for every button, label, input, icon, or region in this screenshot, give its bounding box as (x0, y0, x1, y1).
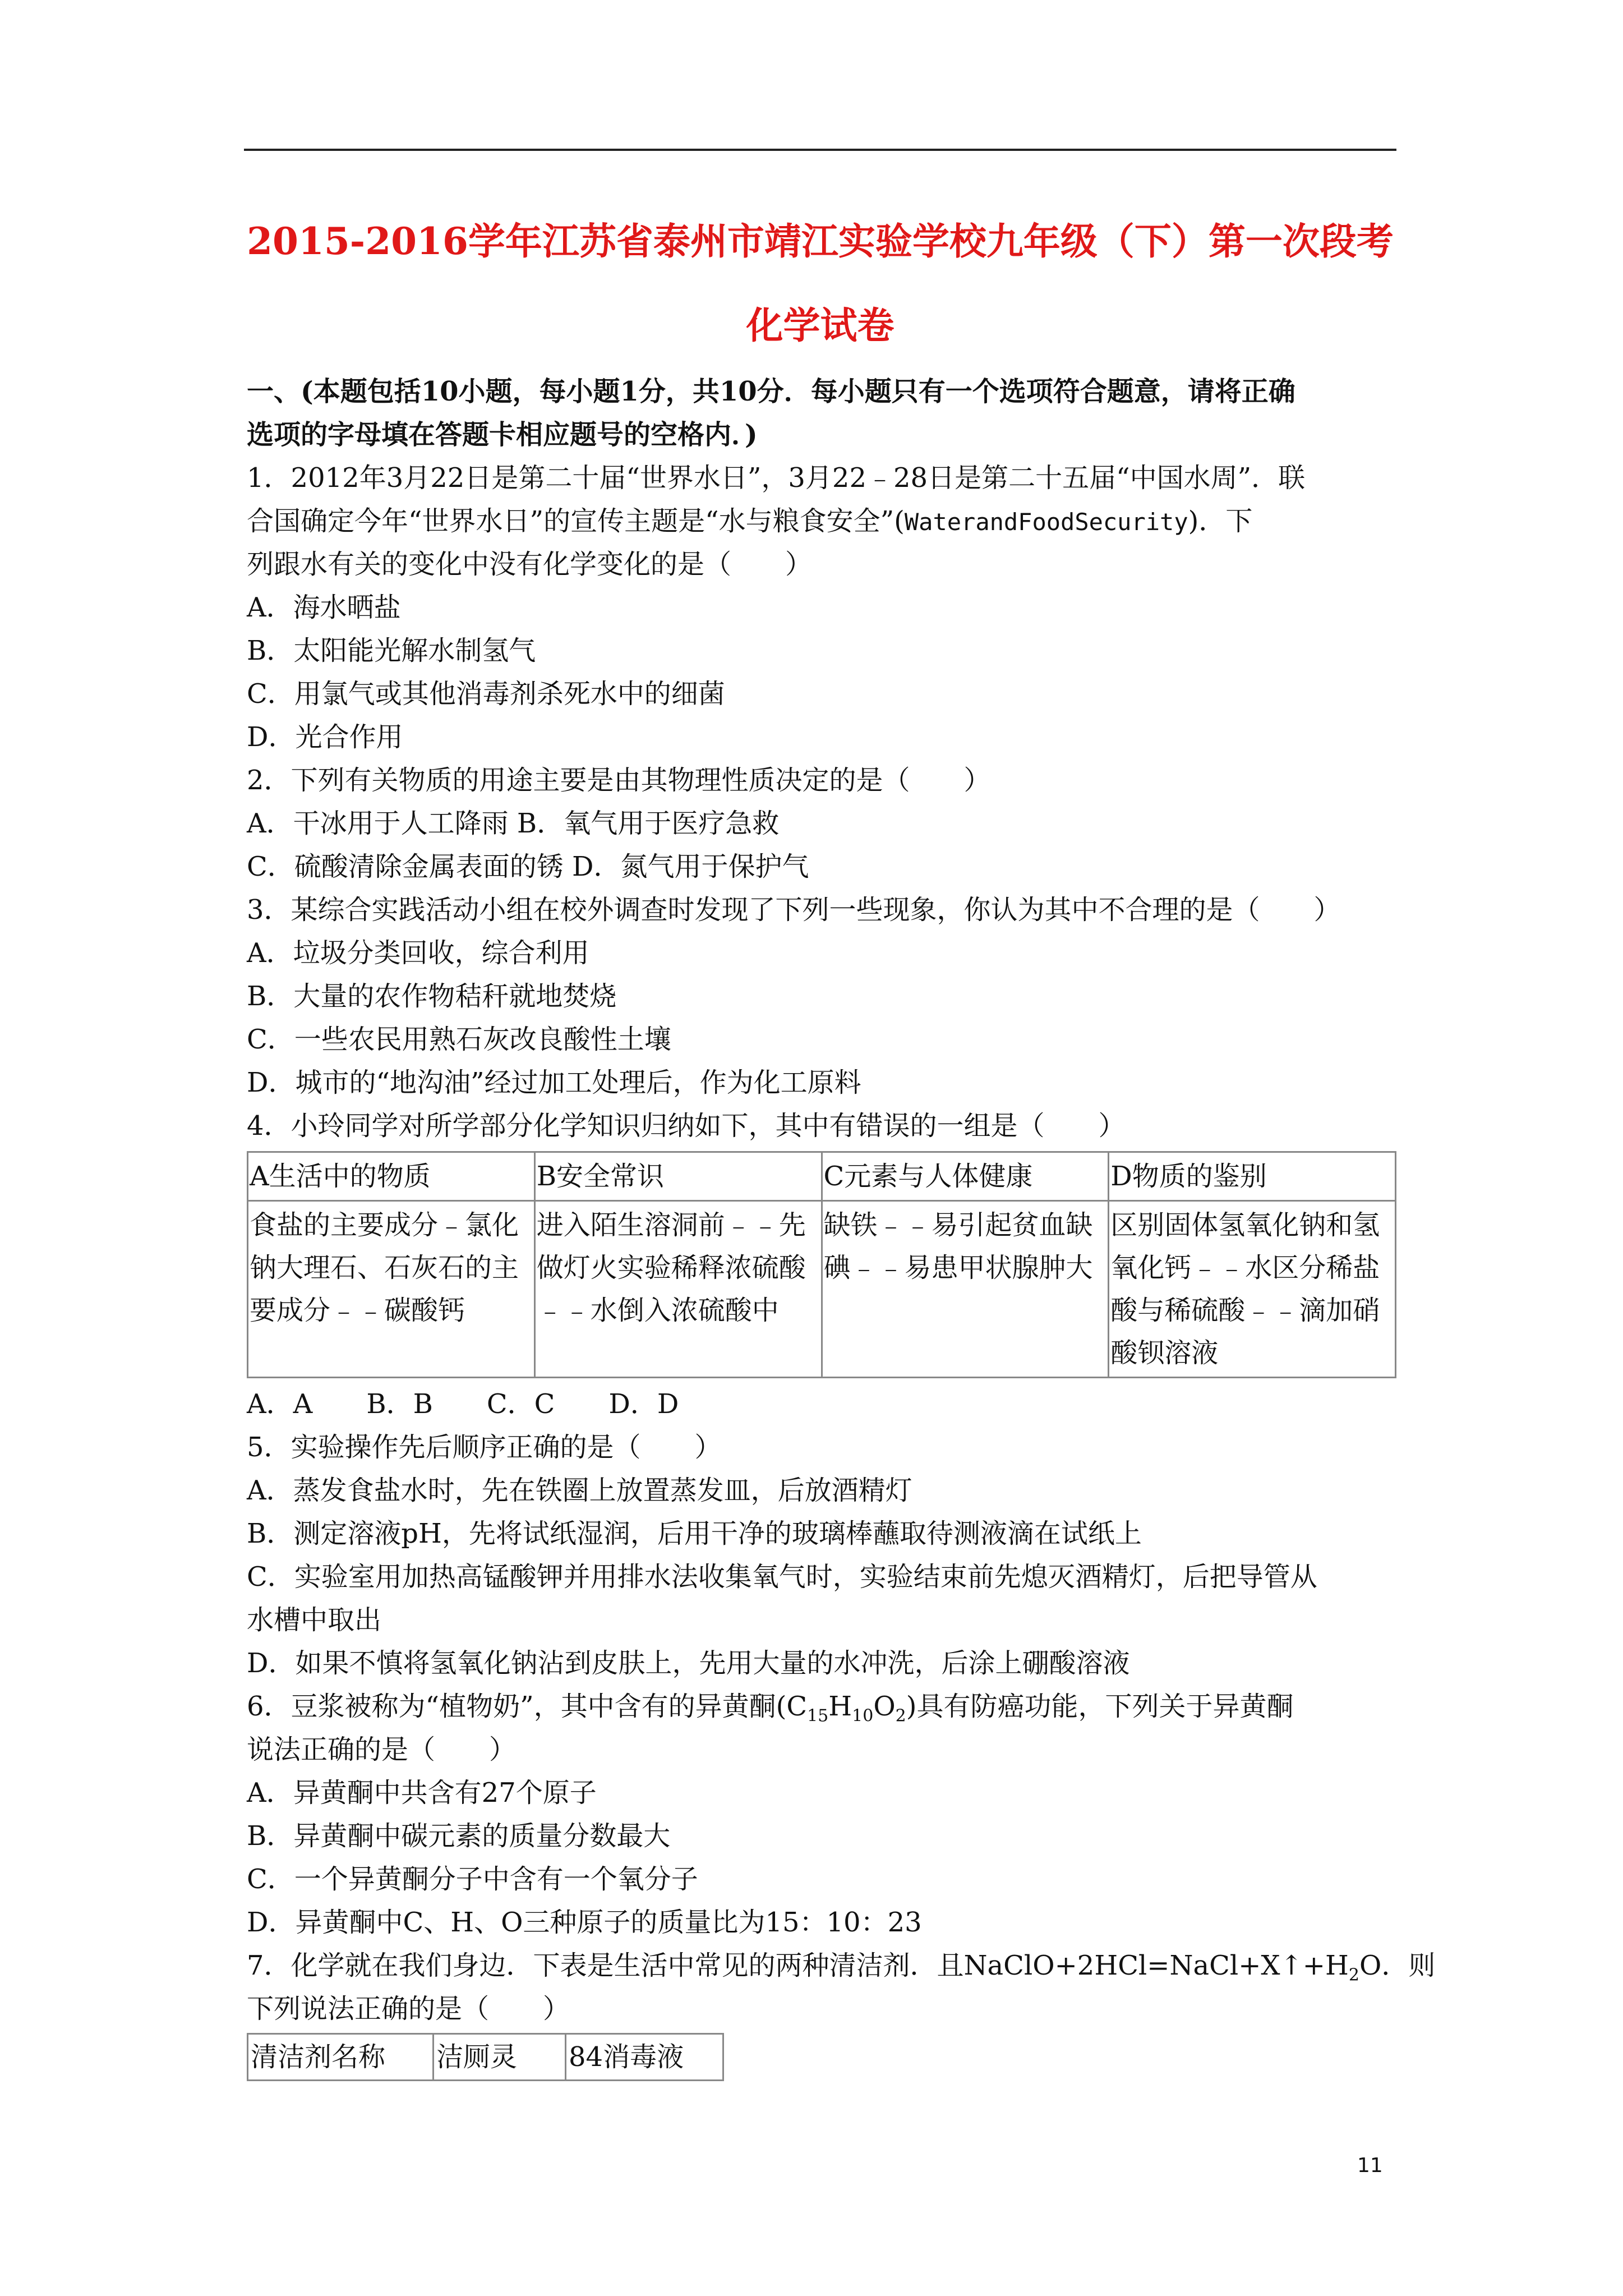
q7-stem-text-2: O．则 (1359, 1950, 1436, 1981)
q4-header-a: A生活中的物质 (248, 1152, 535, 1201)
q6-sub-o: 2 (895, 1706, 906, 1726)
q4-header-c: C元素与人体健康 (822, 1152, 1109, 1201)
q6-option-d: D．异黄酮中C、H、O三种原子的质量比为15：10：23 (247, 1907, 922, 1938)
header-rule (244, 149, 1396, 151)
section-heading: 一、(本题包括10小题，每小题1分，共10分．每小题只有一个选项符合题意，请将正确 (247, 376, 1295, 407)
q4-table-content-row (248, 1201, 1396, 1378)
q7-cell-84: 84消毒液 (566, 2034, 723, 2081)
q7-stem (247, 1944, 1436, 1987)
q3-option-b: B．大量的农作物秸秆就地焚烧 (247, 981, 617, 1012)
q2-options-cd: C．硫酸清除金属表面的锈 D．氮气用于保护气 (247, 851, 809, 882)
q1-option-c: C．用氯气或其他消毒剂杀死水中的细菌 (247, 678, 725, 710)
q6-stem-text: 6．豆浆被称为“植物奶”，其中含有的异黄酮(C (247, 1691, 808, 1722)
q6-stem (247, 1685, 1402, 1728)
q1-option-d: D．光合作用 (247, 721, 403, 753)
q1-text-c: )．下 (1188, 505, 1253, 537)
exam-body (247, 370, 1436, 2081)
section-heading-cont: 选项的字母填在答题卡相应题号的空格内．) (247, 419, 758, 450)
q6-stem-text-2: )具有防癌功能，下列关于异黄酮 (906, 1691, 1294, 1722)
q7-stem-line2: 下列说法正确的是（ ） (247, 1993, 570, 2024)
q4-cell-b: 进入陌生溶洞前﹣﹣先做灯火实验稀释浓硫酸﹣﹣水倒入浓硫酸中 (534, 1201, 822, 1378)
q1-english-theme: WaterandFoodSecurity (904, 508, 1188, 536)
q4-header-b: B安全常识 (534, 1152, 822, 1201)
q7-cell-jiecelling: 洁厕灵 (434, 2034, 566, 2081)
q1-stem-line2 (247, 500, 1402, 543)
q5-stem: 5．实验操作先后顺序正确的是（ ） (247, 1432, 722, 1463)
q1-text-a: 合国确定今年“世界水日”的宣传主题是“水与粮食安全”( (247, 505, 905, 537)
q5-option-c-cont: 水槽中取出 (247, 1604, 382, 1636)
exam-title-line-2: 化学试卷 (746, 303, 895, 347)
q7-table-row (248, 2034, 723, 2081)
q4-cell-c: 缺铁﹣﹣易引起贫血缺碘﹣﹣易患甲状腺肿大 (822, 1201, 1109, 1378)
q6-option-a: A．异黄酮中共含有27个原子 (247, 1777, 597, 1809)
q7-sub: 2 (1348, 1965, 1359, 1985)
page-number: 11 (1357, 2154, 1383, 2177)
q2-stem: 2．下列有关物质的用途主要是由其物理性质决定的是（ ） (247, 765, 991, 796)
q1-option-a: A．海水晒盐 (247, 592, 401, 623)
q2-options-ab: A．干冰用于人工降雨 B．氧气用于医疗急救 (247, 808, 780, 839)
q6-option-b: B．异黄酮中碳元素的质量分数最大 (247, 1820, 671, 1852)
q5-option-a: A．蒸发食盐水时，先在铁圈上放置蒸发皿，后放酒精灯 (247, 1475, 912, 1506)
q4-header-d: D物质的鉴别 (1109, 1152, 1396, 1201)
q6-sub-c: 15 (807, 1706, 829, 1726)
q1-stem-line3: 列跟水有关的变化中没有化学变化的是（ ） (247, 549, 813, 580)
q3-option-a: A．垃圾分类回收，综合利用 (247, 937, 589, 969)
q4-stem: 4．小玲同学对所学部分化学知识归纳如下，其中有错误的一组是（ ） (247, 1110, 1126, 1142)
q7-cell-name: 清洁剂名称 (248, 2034, 434, 2081)
q6-h: H (828, 1691, 852, 1722)
q5-option-b: B．测定溶液pH，先将试纸湿润，后用干净的玻璃棒蘸取待测液滴在试纸上 (247, 1518, 1142, 1549)
q6-option-c: C．一个异黄酮分子中含有一个氧分子 (247, 1864, 698, 1895)
q4-cell-d: 区别固体氢氧化钠和氢氧化钙﹣﹣水区分稀盐酸与稀硫酸﹣﹣滴加硝酸钡溶液 (1109, 1201, 1396, 1378)
q7-table (247, 2033, 724, 2081)
q1-stem: 1．2012年3月22日是第二十届“世界水日”，3月22﹣28日是第二十五届“中国水周”．联 (247, 462, 1306, 494)
q3-option-d: D．城市的“地沟油”经过加工处理后，作为化工原料 (247, 1067, 861, 1098)
q3-stem: 3．某综合实践活动小组在校外调查时发现了下列一些现象，你认为其中不合理的是（ ） (247, 894, 1341, 926)
q4-options: A．A B．B C．C D．D (247, 1388, 679, 1420)
q7-stem-text: 7．化学就在我们身边．下表是生活中常见的两种清洁剂．且NaClO+2HCl=NaCl+X↑+H (247, 1950, 1349, 1981)
q3-option-c: C．一些农民用熟石灰改良酸性土壤 (247, 1024, 671, 1055)
q4-table (247, 1151, 1396, 1378)
q5-option-d: D．如果不慎将氢氧化钠沾到皮肤上，先用大量的水冲洗，后涂上硼酸溶液 (247, 1648, 1130, 1679)
q4-cell-a: 食盐的主要成分﹣氯化钠大理石、石灰石的主要成分﹣﹣碳酸钙 (248, 1201, 535, 1378)
q5-option-c: C．实验室用加热高锰酸钾并用排水法收集氧气时，实验结束前先熄灭酒精灯，后把导管从 (247, 1561, 1317, 1593)
exam-title-line-1: 2015-2016学年江苏省泰州市靖江实验学校九年级（下）第一次段考 (247, 219, 1394, 263)
q4-table-header-row (248, 1152, 1396, 1201)
q6-o: O (873, 1691, 896, 1722)
q1-option-b: B．太阳能光解水制氢气 (247, 635, 536, 666)
q6-stem-line2: 说法正确的是（ ） (247, 1734, 517, 1765)
q6-sub-h: 10 (852, 1706, 874, 1726)
